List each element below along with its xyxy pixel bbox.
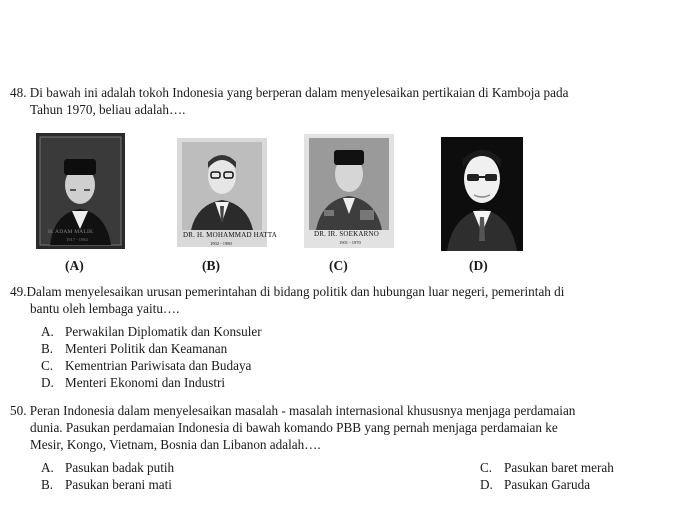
photo-b-years: 1902 - 1980: [210, 241, 232, 246]
question-50-number: 50.: [10, 403, 27, 418]
q49-option-d-text: Menteri Ekonomi dan Industri: [65, 375, 226, 390]
q50-option-a-text: Pasukan badak putih: [65, 460, 175, 475]
q50-option-c[interactable]: [480, 459, 614, 476]
q50-option-b-letter: B.: [41, 477, 54, 492]
question-49: [10, 283, 668, 317]
q50-option-b[interactable]: [41, 476, 172, 493]
q49-option-b[interactable]: [41, 340, 227, 357]
photo-label-a: (A): [65, 258, 84, 273]
question-48-number: 48.: [10, 85, 27, 100]
photo-a-years: 1917 - 1984: [66, 237, 88, 242]
photo-c-years: 1901 - 1970: [339, 240, 361, 245]
soekarno-portrait: [304, 134, 394, 248]
q50-option-c-text: Pasukan baret merah: [504, 460, 614, 475]
question-48: [10, 84, 668, 118]
photo-c-caption: DR. IR. SOEKARNO: [314, 230, 380, 238]
question-50-text-line1: Peran Indonesia dalam menyelesaikan masalah - masalah internasional khususnya menjaga perdamaian: [29, 403, 576, 418]
q50-option-c-letter: C.: [480, 460, 493, 475]
question-49-number: 49.: [10, 284, 27, 299]
question-48-text-line2: Tahun 1970, beliau adalah….: [30, 102, 186, 117]
q49-option-b-letter: B.: [41, 341, 54, 356]
photo-label-c: (C): [329, 258, 348, 273]
question-48-text-line1: Di bawah ini adalah tokoh Indonesia yang berperan dalam menyelesaikan pertikaian di Kamboja pada: [29, 85, 569, 100]
question-49-text-line2: bantu oleh lembaga yaitu….: [30, 301, 180, 316]
q49-option-b-text: Menteri Politik dan Keamanan: [65, 341, 228, 356]
q50-option-d[interactable]: [480, 476, 590, 493]
question-50: [10, 402, 668, 453]
adam-malik-portrait: [36, 133, 125, 249]
q50-option-d-text: Pasukan Garuda: [504, 477, 591, 492]
q49-option-a[interactable]: [41, 323, 262, 340]
q49-option-c-letter: C.: [41, 358, 54, 373]
photo-b-caption: DR. H. MOHAMMAD HATTA: [183, 231, 278, 239]
q50-option-b-text: Pasukan berani mati: [65, 477, 172, 492]
question-49-text-line1: Dalam menyelesaikan urusan pemerintahan di bidang politik dan hubungan luar negeri, pemerintah di: [26, 284, 565, 299]
q50-option-a[interactable]: [41, 459, 174, 476]
photo-a-caption: H. ADAM MALIK: [48, 229, 94, 235]
leader-portrait-d: [441, 137, 523, 251]
photo-label-b: (B): [202, 258, 220, 273]
q50-option-a-letter: A.: [41, 460, 54, 475]
mohammad-hatta-portrait: [177, 138, 278, 247]
q49-option-a-letter: A.: [41, 324, 54, 339]
question-50-text-line3: Mesir, Kongo, Vietnam, Bosnia dan Libanon adalah….: [30, 437, 321, 452]
q49-option-a-text: Perwakilan Diplomatik dan Konsuler: [65, 324, 262, 339]
q49-option-c-text: Kementrian Pariwisata dan Budaya: [65, 358, 252, 373]
question-50-text-line2: dunia. Pasukan perdamaian Indonesia di bawah komando PBB yang pernah menjaga perdamaian ke: [30, 420, 558, 435]
photo-label-d: (D): [469, 258, 488, 273]
q49-option-d-letter: D.: [41, 375, 54, 390]
q49-option-c[interactable]: [41, 357, 251, 374]
q49-option-d[interactable]: [41, 374, 225, 391]
q50-option-d-letter: D.: [480, 477, 493, 492]
